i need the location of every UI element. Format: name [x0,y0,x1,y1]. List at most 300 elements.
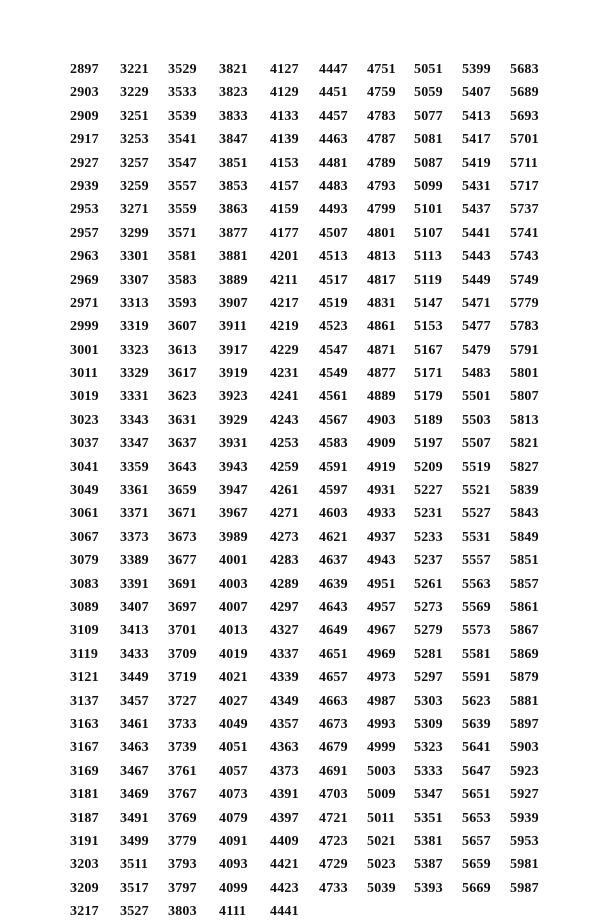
prime-number: 3581 [168,249,197,265]
prime-number: 5009 [367,787,396,803]
prime-number: 4519 [319,295,348,311]
prime-number: 5507 [462,436,491,452]
prime-number: 5791 [510,342,539,358]
prime-number: 5813 [510,412,539,428]
prime-number: 4877 [367,366,396,382]
prime-number: 3793 [168,857,197,873]
prime-number: 5843 [510,506,539,522]
prime-number: 4441 [270,904,299,920]
prime-number: 3167 [70,740,99,756]
prime-number: 3271 [120,202,149,218]
prime-number: 5981 [510,857,539,873]
prime-number: 3109 [70,623,99,639]
prime-number: 4049 [219,716,248,732]
prime-number: 4973 [367,670,396,686]
prime-number: 2909 [70,108,99,124]
prime-number: 3331 [120,389,149,405]
prime-number: 3499 [120,833,149,849]
prime-number: 3917 [219,342,248,358]
prime-number: 3769 [168,810,197,826]
prime-number: 5051 [414,62,443,77]
prime-number: 4649 [319,623,348,639]
prime-number: 4793 [367,178,396,194]
prime-number: 5897 [510,716,539,732]
prime-number: 4919 [367,459,396,475]
prime-number: 5531 [462,529,491,545]
prime-number: 3767 [168,787,197,803]
prime-number: 4751 [367,62,396,77]
prime-number: 3623 [168,389,197,405]
prime-number: 3461 [120,716,149,732]
prime-number: 4463 [319,132,348,148]
prime-number: 3911 [219,319,248,335]
number-column-2 [120,58,149,923]
prime-number: 4603 [319,506,348,522]
prime-number: 4133 [270,108,299,124]
prime-number: 3943 [219,459,248,475]
prime-number: 5939 [510,810,539,826]
prime-number: 5081 [414,132,443,148]
prime-number: 5683 [510,62,539,77]
prime-number: 3449 [120,670,149,686]
prime-number: 4493 [319,202,348,218]
prime-number: 4421 [270,857,299,873]
prime-number: 3001 [70,342,99,358]
prime-number: 5113 [414,249,443,265]
prime-number: 3779 [168,833,197,849]
prime-number: 3469 [120,787,149,803]
prime-number: 5689 [510,85,539,101]
prime-number: 2897 [70,62,99,77]
prime-number: 3583 [168,272,197,288]
prime-number: 3529 [168,62,197,77]
prime-number: 4271 [270,506,299,522]
prime-number: 5483 [462,366,491,382]
prime-number: 5437 [462,202,491,218]
prime-number: 3407 [120,599,149,615]
prime-number: 4079 [219,810,248,826]
prime-number: 5197 [414,436,443,452]
prime-number: 5851 [510,553,539,569]
prime-number: 3923 [219,389,248,405]
prime-number: 5591 [462,670,491,686]
prime-number: 3217 [70,904,99,920]
prime-number: 3011 [70,366,99,382]
prime-number: 4993 [367,716,396,732]
prime-number: 4597 [319,483,348,499]
prime-number: 4643 [319,599,348,615]
prime-number: 3803 [168,904,197,920]
prime-number: 5413 [462,108,491,124]
prime-number: 4481 [319,155,348,171]
prime-number: 3067 [70,529,99,545]
prime-number: 2999 [70,319,99,335]
prime-number: 5653 [462,810,491,826]
prime-number: 5801 [510,366,539,382]
prime-number: 5839 [510,483,539,499]
prime-number: 3301 [120,249,149,265]
prime-number: 3527 [120,904,149,920]
prime-number: 5189 [414,412,443,428]
prime-number: 2957 [70,225,99,241]
prime-number: 5393 [414,880,443,896]
prime-number: 4651 [319,646,348,662]
prime-number: 4241 [270,389,299,405]
prime-number: 5107 [414,225,443,241]
prime-number: 3119 [70,646,99,662]
prime-number: 4099 [219,880,248,896]
prime-number: 5167 [414,342,443,358]
prime-number: 3947 [219,483,248,499]
prime-number: 5443 [462,249,491,265]
prime-number: 4003 [219,576,248,592]
prime-number: 3557 [168,178,197,194]
prime-number: 4679 [319,740,348,756]
prime-number: 4201 [270,249,299,265]
prime-number: 5641 [462,740,491,756]
prime-number: 5477 [462,319,491,335]
prime-number: 4007 [219,599,248,615]
prime-number: 5279 [414,623,443,639]
prime-number: 5479 [462,342,491,358]
prime-number: 4091 [219,833,248,849]
prime-number: 4861 [367,319,396,335]
prime-number: 4211 [270,272,299,288]
prime-number: 4001 [219,553,248,569]
prime-number: 4561 [319,389,348,405]
prime-number: 3203 [70,857,99,873]
prime-number: 4999 [367,740,396,756]
prime-number: 3359 [120,459,149,475]
prime-number: 3391 [120,576,149,592]
prime-number: 3389 [120,553,149,569]
prime-number: 3319 [120,319,149,335]
prime-number: 3433 [120,646,149,662]
prime-number: 5347 [414,787,443,803]
prime-number: 3491 [120,810,149,826]
prime-number: 3727 [168,693,197,709]
prime-number: 5581 [462,646,491,662]
prime-number: 5171 [414,366,443,382]
prime-number: 3617 [168,366,197,382]
prime-number: 5011 [367,810,396,826]
prime-number: 5879 [510,670,539,686]
prime-number: 5749 [510,272,539,288]
prime-number: 4987 [367,693,396,709]
prime-number: 4513 [319,249,348,265]
prime-number: 4673 [319,716,348,732]
prime-number: 5711 [510,155,539,171]
prime-number: 5807 [510,389,539,405]
prime-number: 5387 [414,857,443,873]
prime-number: 3967 [219,506,248,522]
prime-number: 4217 [270,295,299,311]
prime-number: 4969 [367,646,396,662]
prime-number: 3329 [120,366,149,382]
prime-number: 4871 [367,342,396,358]
prime-number: 5471 [462,295,491,311]
prime-number: 4073 [219,787,248,803]
prime-number: 4951 [367,576,396,592]
prime-number: 3847 [219,132,248,148]
prime-number: 5099 [414,178,443,194]
prime-number: 3659 [168,483,197,499]
prime-number: 3253 [120,132,149,148]
prime-number: 4349 [270,693,299,709]
prime-number: 4483 [319,178,348,194]
prime-number: 4967 [367,623,396,639]
prime-number: 4639 [319,576,348,592]
prime-number: 3371 [120,506,149,522]
prime-number: 5869 [510,646,539,662]
prime-number: 3299 [120,225,149,241]
prime-number: 5569 [462,599,491,615]
prime-number: 3697 [168,599,197,615]
prime-number: 3823 [219,85,248,101]
prime-number: 4657 [319,670,348,686]
prime-number: 2969 [70,272,99,288]
prime-number: 3181 [70,787,99,803]
prime-number: 5381 [414,833,443,849]
prime-number: 3851 [219,155,248,171]
number-column-9 [462,58,491,900]
prime-number: 4273 [270,529,299,545]
prime-number: 4159 [270,202,299,218]
prime-number: 4729 [319,857,348,873]
prime-number: 5209 [414,459,443,475]
prime-number: 3079 [70,553,99,569]
prime-number: 3257 [120,155,149,171]
number-column-8 [414,58,443,900]
prime-number: 5147 [414,295,443,311]
prime-number: 2917 [70,132,99,148]
prime-number: 5333 [414,763,443,779]
prime-number: 5419 [462,155,491,171]
prime-number: 4801 [367,225,396,241]
prime-number: 4703 [319,787,348,803]
prime-number: 3571 [168,225,197,241]
prime-number: 5077 [414,108,443,124]
prime-number: 3613 [168,342,197,358]
prime-number: 5527 [462,506,491,522]
prime-number: 4297 [270,599,299,615]
prime-number: 4799 [367,202,396,218]
prime-number: 4027 [219,693,248,709]
prime-number: 4021 [219,670,248,686]
prime-number: 4283 [270,553,299,569]
prime-number: 5857 [510,576,539,592]
prime-number: 5519 [462,459,491,475]
prime-number: 5101 [414,202,443,218]
prime-number: 3037 [70,436,99,452]
prime-number: 4177 [270,225,299,241]
prime-number: 3221 [120,62,149,77]
prime-number: 5639 [462,716,491,732]
prime-number: 3169 [70,763,99,779]
prime-number: 4013 [219,623,248,639]
prime-number: 5987 [510,880,539,896]
prime-number: 4261 [270,483,299,499]
number-column-5 [270,58,299,923]
prime-number: 3457 [120,693,149,709]
prime-number: 3209 [70,880,99,896]
prime-number: 4397 [270,810,299,826]
prime-number: 4583 [319,436,348,452]
prime-number: 4523 [319,319,348,335]
prime-number: 4733 [319,880,348,896]
prime-number: 3361 [120,483,149,499]
prime-number: 4153 [270,155,299,171]
prime-number: 4391 [270,787,299,803]
prime-number: 3511 [120,857,149,873]
prime-number: 3137 [70,693,99,709]
prime-number: 4447 [319,62,348,77]
number-column-1 [70,58,99,923]
prime-number: 3163 [70,716,99,732]
prime-number: 3863 [219,202,248,218]
prime-number: 5179 [414,389,443,405]
prime-number: 5779 [510,295,539,311]
prime-number: 4567 [319,412,348,428]
prime-number: 5783 [510,319,539,335]
prime-number: 3761 [168,763,197,779]
prime-number: 4813 [367,249,396,265]
prime-number: 3691 [168,576,197,592]
prime-number: 3259 [120,178,149,194]
prime-number: 5657 [462,833,491,849]
prime-number: 5849 [510,529,539,545]
number-column-10 [510,58,539,900]
prime-number: 4957 [367,599,396,615]
prime-number: 4139 [270,132,299,148]
prime-number: 3889 [219,272,248,288]
prime-number: 5827 [510,459,539,475]
prime-number: 4787 [367,132,396,148]
prime-number: 5623 [462,693,491,709]
prime-number: 4507 [319,225,348,241]
prime-number: 3041 [70,459,99,475]
prime-number: 5003 [367,763,396,779]
prime-number: 5927 [510,787,539,803]
prime-number: 3739 [168,740,197,756]
prime-number: 4637 [319,553,348,569]
prime-number: 4451 [319,85,348,101]
number-column-7 [367,58,396,900]
prime-number: 5563 [462,576,491,592]
prime-number: 3701 [168,623,197,639]
prime-number: 5503 [462,412,491,428]
prime-number: 3547 [168,155,197,171]
prime-number: 3187 [70,810,99,826]
prime-number: 5521 [462,483,491,499]
prime-number: 4931 [367,483,396,499]
prime-number: 5297 [414,670,443,686]
prime-number: 4129 [270,85,299,101]
prime-number: 4889 [367,389,396,405]
prime-number: 5087 [414,155,443,171]
prime-number: 3121 [70,670,99,686]
prime-number: 4817 [367,272,396,288]
prime-number: 4327 [270,623,299,639]
prime-number: 3733 [168,716,197,732]
prime-number: 2927 [70,155,99,171]
prime-number: 3673 [168,529,197,545]
prime-number: 5227 [414,483,443,499]
prime-number: 3637 [168,436,197,452]
prime-number: 4243 [270,412,299,428]
prime-number: 4943 [367,553,396,569]
prime-number: 3413 [120,623,149,639]
prime-number: 4363 [270,740,299,756]
prime-number: 5273 [414,599,443,615]
prime-number: 4933 [367,506,396,522]
prime-number: 5953 [510,833,539,849]
prime-number: 5153 [414,319,443,335]
prime-number: 4591 [319,459,348,475]
prime-number: 5693 [510,108,539,124]
prime-number: 3877 [219,225,248,241]
prime-number: 5261 [414,576,443,592]
prime-number: 3671 [168,506,197,522]
prime-number: 3089 [70,599,99,615]
prime-number: 5717 [510,178,539,194]
prime-number: 4721 [319,810,348,826]
prime-number: 4229 [270,342,299,358]
prime-number: 4337 [270,646,299,662]
prime-number: 5867 [510,623,539,639]
prime-number: 3929 [219,412,248,428]
prime-number: 3343 [120,412,149,428]
prime-number: 4127 [270,62,299,77]
prime-number: 4231 [270,366,299,382]
prime-number: 3541 [168,132,197,148]
prime-number: 2953 [70,202,99,218]
prime-number: 2963 [70,249,99,265]
prime-number: 4357 [270,716,299,732]
prime-number: 5861 [510,599,539,615]
prime-number: 5903 [510,740,539,756]
prime-number: 3467 [120,763,149,779]
prime-number: 4409 [270,833,299,849]
number-column-4 [219,58,248,923]
prime-number: 5323 [414,740,443,756]
prime-number: 3539 [168,108,197,124]
prime-number: 4111 [219,904,247,920]
prime-number: 5821 [510,436,539,452]
prime-number: 4057 [219,763,248,779]
prime-number: 3631 [168,412,197,428]
prime-number: 4259 [270,459,299,475]
prime-number: 3853 [219,178,248,194]
prime-number: 5039 [367,880,396,896]
prime-number: 5441 [462,225,491,241]
prime-number: 3931 [219,436,248,452]
prime-number: 3881 [219,249,248,265]
prime-number: 5701 [510,132,539,148]
prime-number: 5737 [510,202,539,218]
prime-number: 5573 [462,623,491,639]
prime-number: 5923 [510,763,539,779]
prime-number: 3307 [120,272,149,288]
prime-number: 3643 [168,459,197,475]
prime-number: 5059 [414,85,443,101]
prime-number: 4663 [319,693,348,709]
prime-number: 4549 [319,366,348,382]
prime-number: 4457 [319,108,348,124]
prime-number: 5557 [462,553,491,569]
prime-number: 5647 [462,763,491,779]
prime-number: 4093 [219,857,248,873]
